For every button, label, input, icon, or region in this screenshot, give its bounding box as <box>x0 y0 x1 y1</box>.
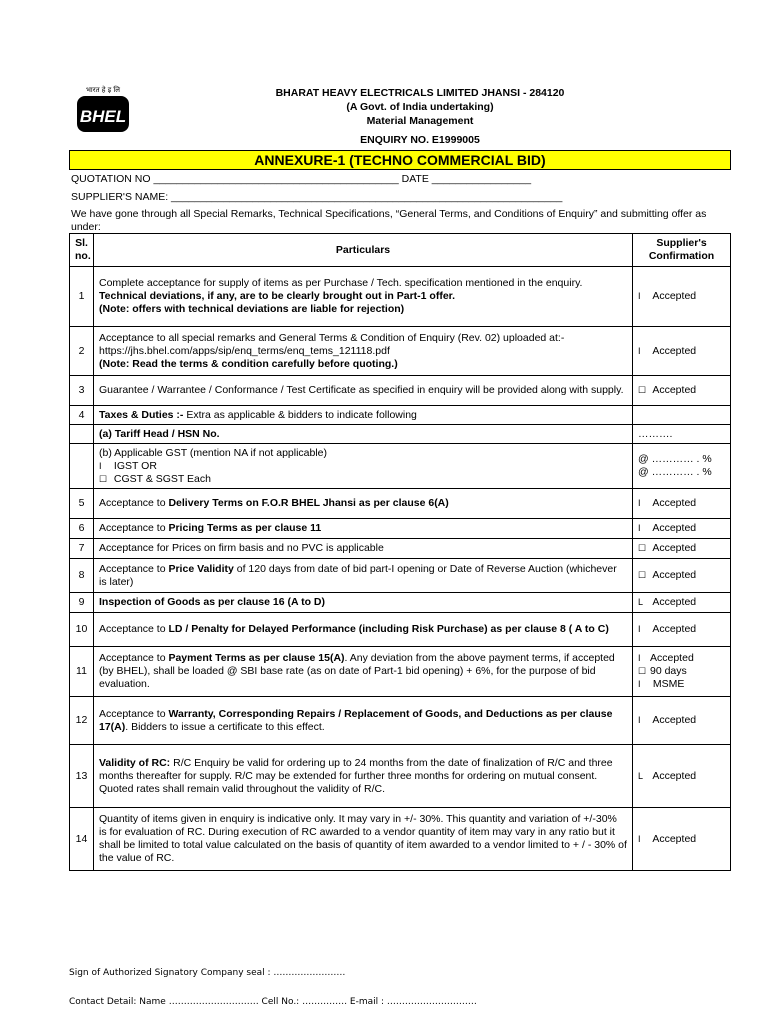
checkbox-icon: ☐ <box>638 666 647 676</box>
checkbox-icon: I <box>638 345 641 356</box>
checkbox-icon: I <box>638 523 641 533</box>
checkbox-icon: ☐ <box>638 543 647 553</box>
checkbox-icon: I <box>638 624 641 634</box>
checkbox-icon: I <box>638 291 641 301</box>
table-row: 11 Acceptance to Payment Terms as per clause 15(A). Any deviation from the above payment terms, if accepted (by BHEL), shall be loaded @ SBI base rate (as on date of Part-1 bid opening) + 6%, for the purpose of bid evaluation. I Accepted ☐ 90 days I MSME <box>70 647 731 697</box>
govt-note: (A Govt. of India undertaking) <box>346 101 494 113</box>
svg-text:भारत हे इ लि: भारत हे इ लि <box>86 86 120 94</box>
checkbox-icon: ☐ <box>638 570 647 580</box>
signature-line: Sign of Authorized Signatory Company seal : …………………… <box>69 968 346 978</box>
table-row: 14 Quantity of items given in enquiry is indicative only. It may vary in +/- 30%. This quantity and variation of +/-30% is for evaluation of RC. During execution of RC awarded to a vendor quantity of item may vary in any ratio but it shall be limited to total value calculated on the basis of quantity of item awarded to a vendor limited to + / - 30% of the value of RC. I Accepted <box>70 808 731 871</box>
table-row: 10 Acceptance to LD / Penalty for Delayed Performance (including Risk Purchase) as per clause 8 ( A to C) I Accepted <box>70 613 731 647</box>
table-row: 9 Inspection of Goods as per clause 16 (A to D) L Accepted <box>70 593 731 613</box>
table-row: (b) Applicable GST (mention NA if not applicable) I IGST OR ☐ CGST & SGST Each @ ………… . % @ ………… . % <box>70 444 731 489</box>
table-row: 8 Acceptance to Price Validity of 120 days from date of bid part-I opening or Date of Reverse Auction (whichever is later) ☐ Accepted <box>70 559 731 593</box>
checkbox-icon: I <box>638 715 641 725</box>
checkbox-icon: I <box>638 498 641 508</box>
quotation-line: QUOTATION NO __________________________________________ DATE _________________ <box>71 173 532 185</box>
bhel-logo <box>75 82 131 134</box>
table-row: 7 Acceptance for Prices on firm basis and no PVC is applicable ☐ Accepted <box>70 539 731 559</box>
table-row: (a) Tariff Head / HSN No. ………. <box>70 425 731 444</box>
checkbox-icon: ☐ <box>99 473 108 484</box>
table-row: 13 Validity of RC: R/C Enquiry be valid for ordering up to 24 months from the date of finalization of R/C and three months thereafter for supply. R/C may be extended for further three months for ordering on mutual consent. Quoted rates shall remain valid throughout the validity of R/C. L Accepted <box>70 745 731 808</box>
department: Material Management <box>366 115 474 127</box>
checkbox-icon: I <box>638 833 641 844</box>
checkbox-icon: L <box>638 770 644 781</box>
svg-text:BHEL: BHEL <box>79 107 127 126</box>
table-row: 1 Complete acceptance for supply of items as per Purchase / Tech. specification mentioned in the enquiry. Technical deviations, if any, are to be clearly brought out in Part-1 offer. (Note: offers with technical deviations are liable for rejection) I Accepted <box>70 267 731 327</box>
col-sl: Sl. no. <box>70 234 94 267</box>
supplier-name-line: SUPPLIER'S NAME: ___________________________________________________________________ <box>71 191 563 203</box>
col-confirmation: Supplier's Confirmation <box>633 234 731 267</box>
techno-commercial-table <box>69 233 731 871</box>
annexure-title: ANNEXURE-1 (TECHNO COMMERCIAL BID) <box>69 150 731 170</box>
col-particulars: Particulars <box>94 234 633 267</box>
table-row: 12 Acceptance to Warranty, Corresponding Repairs / Replacement of Goods, and Deductions as per clause 17(A). Bidders to issue a certificate to this effect. I Accepted <box>70 697 731 745</box>
table-row: 4 Taxes & Duties :- Extra as applicable & bidders to indicate following <box>70 406 731 425</box>
enquiry-number: ENQUIRY NO. E1999005 <box>360 134 480 146</box>
table-header-row <box>70 234 731 267</box>
table-row: 3 Guarantee / Warrantee / Conformance / Test Certificate as specified in enquiry will be provided along with supply. ☐ Accepted <box>70 376 731 406</box>
company-name: BHARAT HEAVY ELECTRICALS LIMITED JHANSI - 284120 <box>275 87 565 99</box>
table-row: 5 Acceptance to Delivery Terms on F.O.R BHEL Jhansi as per clause 6(A) I Accepted <box>70 489 731 519</box>
checkbox-icon: ☐ <box>638 385 647 395</box>
table-row: 2 Acceptance to all special remarks and General Terms & Condition of Enquiry (Rev. 02) uploaded at:- https://jhs.bhel.com/apps/sip/enq_terms/enq_tems_121118.pdf (Note: Read the terms & condition carefully before quoting.) I Accepted <box>70 327 731 376</box>
checkbox-icon: I <box>638 679 641 689</box>
checkbox-icon: I <box>638 653 641 663</box>
checkbox-icon: L <box>638 597 644 607</box>
table-row: 6 Acceptance to Pricing Terms as per clause 11 I Accepted <box>70 519 731 539</box>
intro-text: We have gone through all Special Remarks, Technical Specifications, “General Terms, and Conditions of Enquiry” and submitting offer as under: <box>71 208 707 233</box>
contact-detail-line: Contact Detail: Name ………………………… Cell No.: …………… E-mail : ………………………… <box>69 997 477 1007</box>
checkbox-icon: I <box>99 460 102 471</box>
